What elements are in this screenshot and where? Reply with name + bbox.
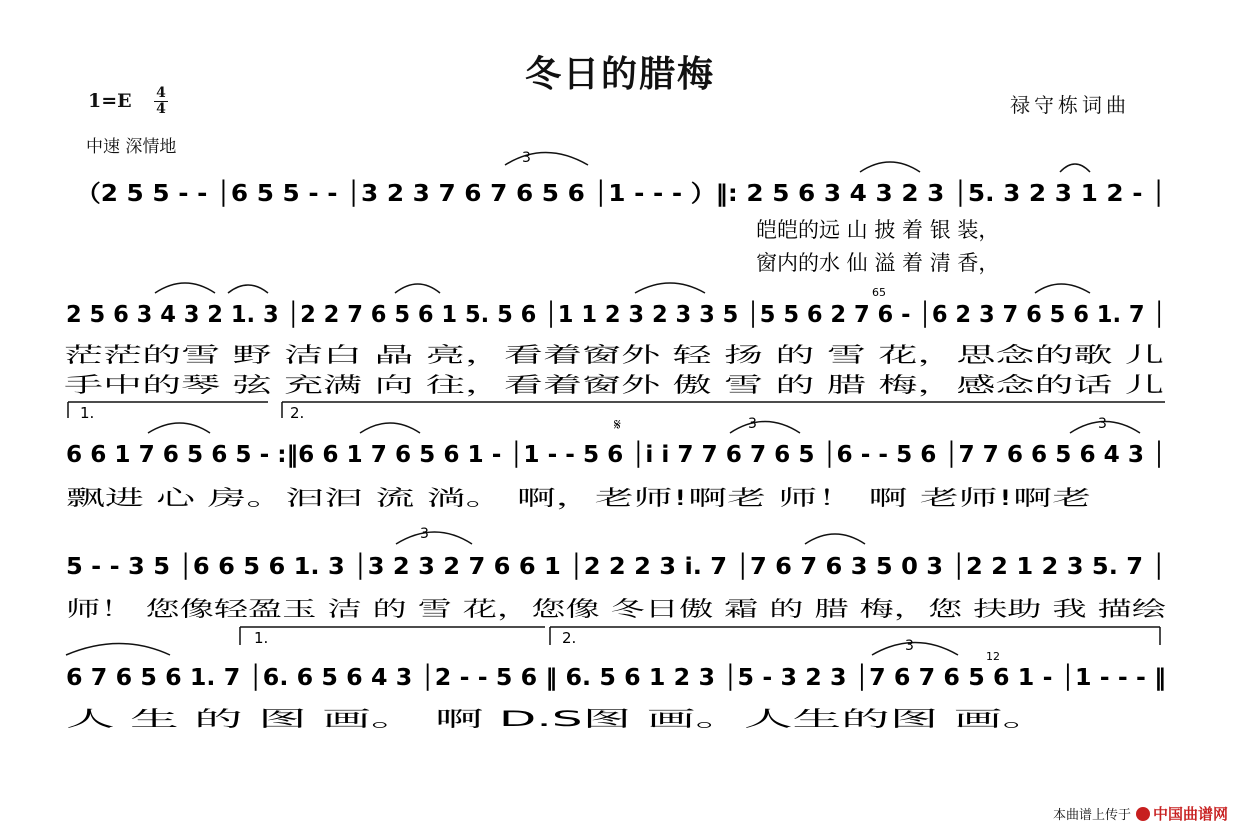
site-logo-icon: [1136, 807, 1150, 821]
grace-note: 65: [872, 286, 886, 299]
slur: [228, 285, 268, 293]
triplet-mark: 3: [905, 638, 914, 654]
site-footer: [1053, 803, 1228, 824]
notation-row-2: 2 5 6 3 4 3 2 1. 3 │2 2 7 6 5 6 1 5. 5 6 │1 1 2 3 2 3 3 5 │5 5 6 2 7 6 - │6 2 3 7 6 5 6 1. 7 │: [66, 302, 1188, 328]
lyric-row-5: 人 生 的 图 画。 啊 D.S图 画。人生的图 画。: [66, 707, 1051, 731]
lyric-row-3: 飘进 心 房。汩汩 流 淌。 啊，老师!啊老 师！ 啊 老师!啊老: [66, 486, 620, 510]
segno-sign: 𝄋: [614, 415, 621, 434]
slur: [360, 423, 420, 433]
slur: [1060, 164, 1090, 172]
slur: [860, 162, 920, 172]
slur: [1035, 284, 1090, 293]
meter-top: 4: [156, 85, 166, 101]
triplet-mark: 3: [1098, 416, 1107, 432]
ending-2-mark: 2.: [562, 629, 577, 647]
notation-row-1: （2 5 5 - - │6 5 5 - - │3 2 3 7 6 7 6 5 6 │1 - - - ）‖: 2 5 6 3 4 3 2 3 │5. 3 2 3 1 2 - │: [76, 181, 1090, 207]
ending-2-mark: 2.: [290, 404, 305, 422]
slur: [805, 534, 865, 544]
slur: [155, 283, 215, 293]
triplet-mark: 3: [522, 150, 531, 166]
lyric-row-4: 师！ 您像轻盈玉 洁 的 雪 花，您像 冬日傲 霜 的 腊 梅，您 扶助 我 描绘: [66, 597, 741, 621]
footer-label: 本曲谱上传于: [1052, 808, 1131, 823]
slur: [396, 532, 472, 544]
tempo-marking: 中速 深情地: [86, 137, 177, 157]
slur: [148, 423, 210, 433]
slur: [635, 283, 705, 293]
slur: [730, 422, 800, 434]
notation-row-3: 6 6 1 7 6 5 6 5 - :‖6 6 1 7 6 5 6 1 - │1 - - 5 6 │i i 7 7 6 7 6 5 │6 - - 5 6 │7 7 6 6 5 6 4 3 │: [66, 442, 1158, 468]
triplet-mark: 3: [748, 416, 757, 432]
composer-credit: 禄守栋词曲: [1010, 93, 1130, 117]
triplet-mark: 3: [420, 526, 429, 542]
meter-bottom: 4: [156, 101, 166, 117]
key-signature: 1=E: [88, 90, 132, 112]
lyric-row-1-verse-1: 皑皑的远 山 披 着 银 装，: [756, 218, 1000, 242]
notation-row-4: 5 - - 3 5 │6 6 5 6 1. 3 │3 2 3 2 7 6 6 1 │2 2 2 3 i. 7 │7 6 7 6 3 5 0 3 │2 2 1 2 3 5. 7 │: [66, 554, 1115, 580]
lyric-row-2-verse-2: 手中的琴 弦 充满 向 往，看着窗外 傲 雪 的 腊 梅，感念的话 儿: [64, 373, 656, 397]
song-title: 冬日的腊梅: [524, 54, 715, 95]
site-brand: 中国曲谱网: [1152, 805, 1228, 823]
slur: [395, 284, 440, 293]
slur: [66, 644, 170, 656]
ending-1-mark: 1.: [254, 629, 269, 647]
notation-row-5: 6 7 6 5 6 1. 7 │6. 6 5 6 4 3 │2 - - 5 6 ‖ 6. 5 6 1 2 3 │5 - 3 2 3 │7 6 7 6 5 6 1 - │1 - - - ‖: [66, 665, 1132, 691]
grace-note: 12: [986, 650, 1000, 663]
lyric-row-1-verse-2: 窗内的水 仙 溢 着 清 香，: [756, 251, 1000, 275]
lyric-row-2-verse-1: 茫茫的雪 野 洁白 晶 亮，看着窗外 轻 扬 的 雪 花，思念的歌 儿: [64, 343, 656, 367]
ending-1-mark: 1.: [80, 404, 95, 422]
slur: [872, 643, 958, 656]
slur: [505, 153, 588, 166]
